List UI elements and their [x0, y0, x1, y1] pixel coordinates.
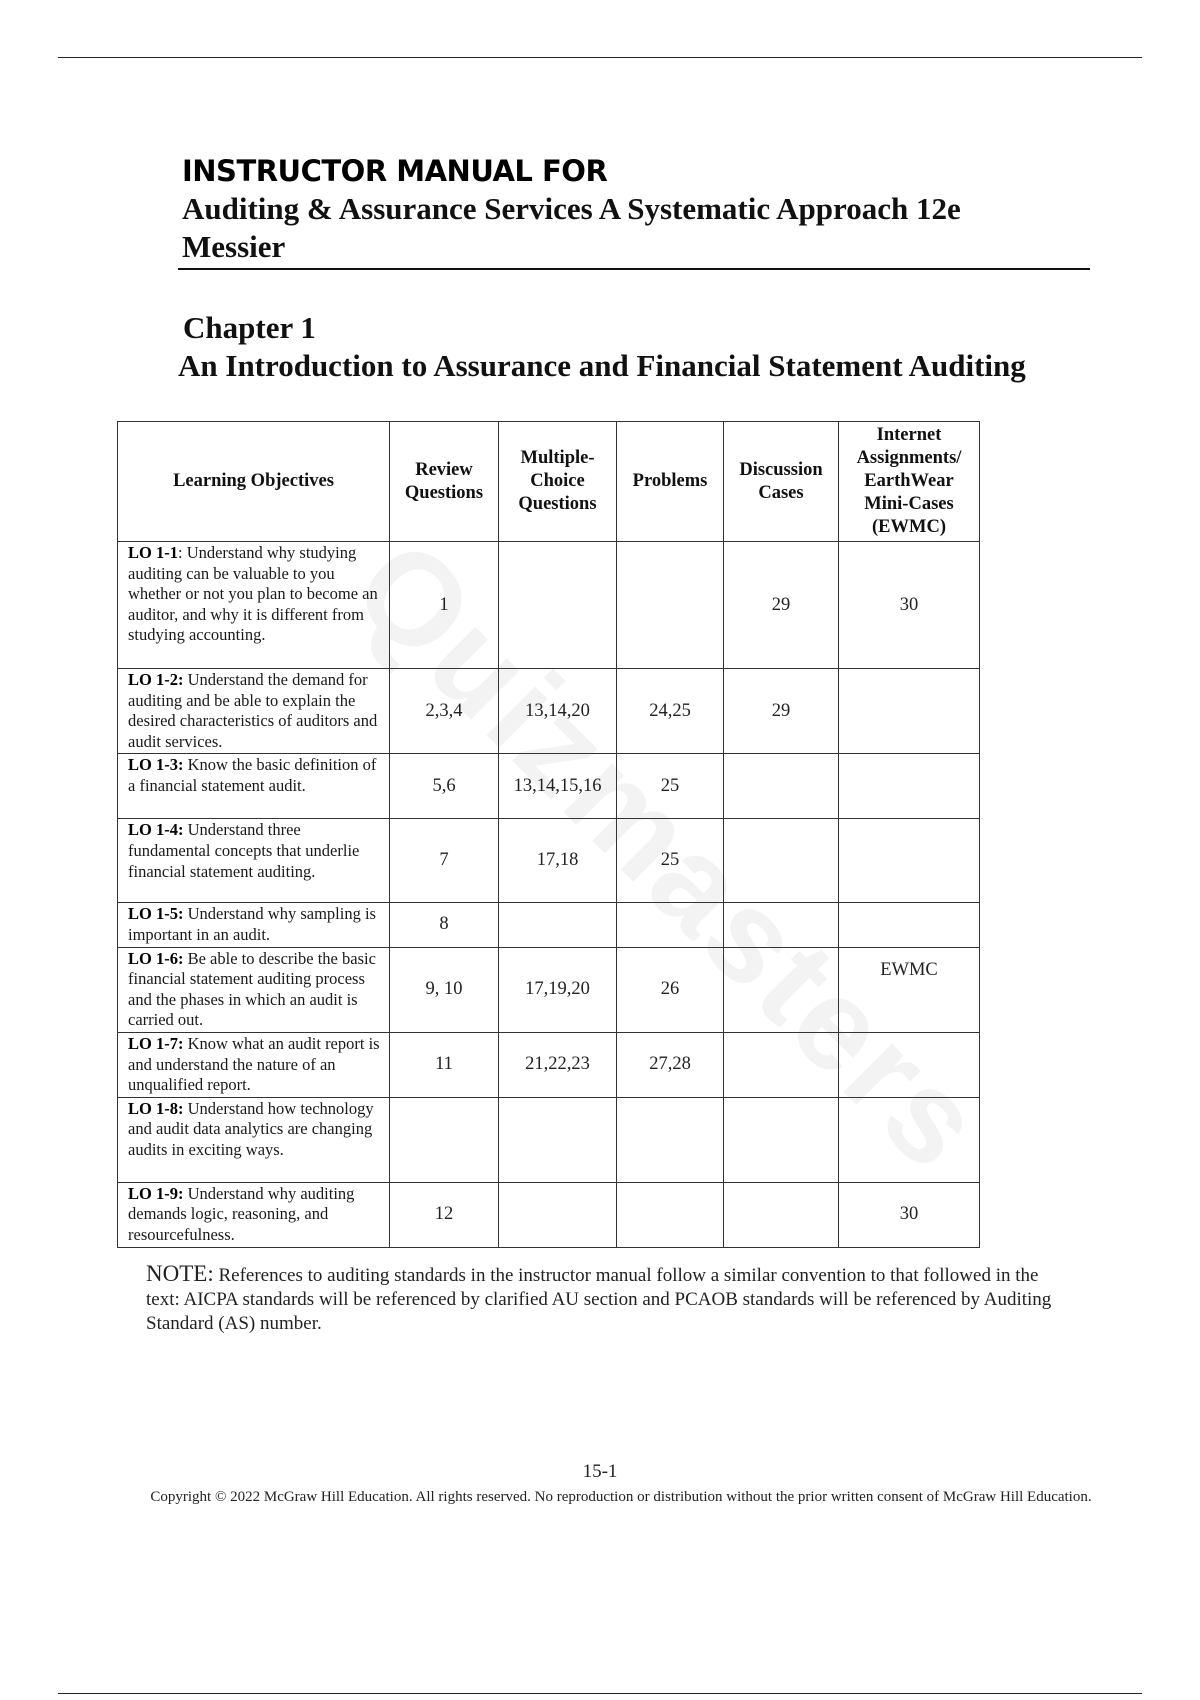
table-row — [118, 819, 980, 903]
learning-objective-cell — [118, 819, 390, 903]
review-questions-cell: 11 — [390, 1032, 499, 1097]
discussion-cases-cell — [724, 819, 839, 903]
lo-code: LO 1-3: — [128, 755, 184, 775]
learning-objectives-table — [117, 421, 980, 1248]
header-multiple-choice-questions: Multiple- Choice Questions — [499, 422, 617, 542]
multiple-choice-cell: 17,18 — [499, 819, 617, 903]
problems-cell: 24,25 — [617, 669, 724, 754]
header-problems: Problems — [617, 422, 724, 542]
lo-description: Know the basic definition of a financial statement audit. — [128, 755, 377, 795]
problems-cell: 26 — [617, 947, 724, 1032]
learning-objective-cell — [118, 1032, 390, 1097]
internet-assignments-cell — [839, 903, 980, 947]
chapter-title: An Introduction to Assurance and Financial Statement Auditing — [178, 348, 1026, 383]
book-title-line-1: Auditing & Assurance Services A Systematic Approach 12e — [182, 191, 961, 226]
multiple-choice-cell — [499, 1182, 617, 1247]
lo-code: LO 1-7: — [128, 1033, 184, 1053]
internet-assignments-cell: 30 — [839, 542, 980, 669]
lo-code: LO 1-9: — [128, 1183, 184, 1203]
lo-code: LO 1-4: — [128, 820, 184, 840]
lo-description: Understand how technology and audit data analytics are changing audits in exciting ways. — [128, 1098, 374, 1159]
table-row — [118, 542, 980, 669]
discussion-cases-cell — [724, 1032, 839, 1097]
header-internet-assignments: Internet Assignments/ EarthWear Mini-Cases (EWMC) — [839, 422, 980, 542]
note-label: NOTE: — [146, 1261, 214, 1286]
discussion-cases-cell — [724, 947, 839, 1032]
lo-code: LO 1-5: — [128, 904, 184, 924]
learning-objective-cell — [118, 754, 390, 819]
review-questions-cell: 5,6 — [390, 754, 499, 819]
book-title-line-2: Messier — [182, 229, 286, 264]
multiple-choice-cell: 21,22,23 — [499, 1032, 617, 1097]
bottom-rule — [58, 1693, 1142, 1694]
lo-code: LO 1-1 — [128, 543, 178, 562]
table-header-row — [118, 422, 980, 542]
note-paragraph — [146, 1262, 1070, 1336]
header-rule — [178, 268, 1090, 270]
multiple-choice-cell — [499, 542, 617, 669]
learning-objective-cell — [118, 903, 390, 947]
internet-assignments-cell — [839, 669, 980, 754]
page-number: 15-1 — [582, 1461, 618, 1482]
top-rule — [58, 57, 1142, 58]
multiple-choice-cell: 13,14,20 — [499, 669, 617, 754]
lo-description: Know what an audit report is and understand the nature of an unqualified report. — [128, 1033, 380, 1095]
review-questions-cell: 7 — [390, 819, 499, 903]
multiple-choice-cell — [499, 903, 617, 947]
header-review-questions: Review Questions — [390, 422, 499, 542]
discussion-cases-cell: 29 — [724, 542, 839, 669]
review-questions-cell: 8 — [390, 903, 499, 947]
problems-cell — [617, 903, 724, 947]
problems-cell — [617, 1182, 724, 1247]
document-header — [182, 152, 1092, 266]
chapter-heading — [178, 309, 1128, 385]
chapter-label: Chapter 1 — [183, 310, 316, 345]
header-discussion-cases: Discussion Cases — [724, 422, 839, 542]
copyright-notice: Copyright © 2022 McGraw Hill Education. All rights reserved. No reproduction or distribution without the prior written consent of McGraw Hill Education. — [150, 1489, 1092, 1505]
review-questions-cell — [390, 1097, 499, 1182]
internet-assignments-cell — [839, 1097, 980, 1182]
table-row — [118, 754, 980, 819]
discussion-cases-cell — [724, 1097, 839, 1182]
lo-description: Understand why studying auditing can be valuable to you whether or not you plan to become an auditor, and why it is different from studying accounting. — [128, 543, 378, 645]
problems-cell: 27,28 — [617, 1032, 724, 1097]
internet-assignments-cell — [839, 754, 980, 819]
lo-code: LO 1-2: — [128, 670, 184, 689]
lo-description: Understand why sampling is important in an audit. — [128, 904, 376, 944]
problems-cell — [617, 542, 724, 669]
table-row — [118, 1182, 980, 1247]
table-row — [118, 669, 980, 754]
discussion-cases-cell — [724, 754, 839, 819]
table-row — [118, 903, 980, 947]
lo-code: LO 1-8: — [128, 1098, 184, 1118]
table-row — [118, 1032, 980, 1097]
manual-title: INSTRUCTOR MANUAL FOR — [182, 154, 608, 188]
review-questions-cell: 2,3,4 — [390, 669, 499, 754]
table-row — [118, 947, 980, 1032]
lo-code: LO 1-6: — [128, 948, 184, 968]
internet-assignments-cell — [839, 1032, 980, 1097]
discussion-cases-cell: 29 — [724, 669, 839, 754]
multiple-choice-cell: 13,14,15,16 — [499, 754, 617, 819]
learning-objective-cell — [118, 669, 390, 754]
table-row — [118, 1097, 980, 1182]
problems-cell — [617, 1097, 724, 1182]
multiple-choice-cell — [499, 1097, 617, 1182]
learning-objective-cell — [118, 1182, 390, 1247]
note-text: References to auditing standards in the instructor manual follow a similar convention to that followed in the text: AICPA standards will be referenced by clarified AU section and PCAOB standards will be referenced by Auditing Standard (AS) number. — [146, 1265, 1052, 1334]
problems-cell: 25 — [617, 819, 724, 903]
header-learning-objectives: Learning Objectives — [118, 422, 390, 542]
lo-description: Understand why auditing demands logic, reasoning, and resourcefulness. — [128, 1183, 355, 1244]
lo-description: Be able to describe the basic financial statement auditing process and the phases in which an audit is carried out. — [128, 948, 376, 1030]
internet-assignments-cell — [839, 819, 980, 903]
learning-objective-cell: LO 1-1: Understand why studying auditing can be valuable to you whether or not you plan to become an auditor, and why it is different from studying accounting. — [118, 542, 390, 669]
review-questions-cell: 12 — [390, 1182, 499, 1247]
learning-objective-cell — [118, 947, 390, 1032]
lo-description: Understand the demand for auditing and be able to explain the desired characteristics of auditors and audit services. — [128, 670, 378, 751]
review-questions-cell: 9, 10 — [390, 947, 499, 1032]
learning-objective-cell — [118, 1097, 390, 1182]
internet-assignments-cell: EWMC — [839, 947, 980, 1032]
discussion-cases-cell — [724, 903, 839, 947]
review-questions-cell: 1 — [390, 542, 499, 669]
problems-cell: 25 — [617, 754, 724, 819]
discussion-cases-cell — [724, 1182, 839, 1247]
internet-assignments-cell: 30 — [839, 1182, 980, 1247]
multiple-choice-cell: 17,19,20 — [499, 947, 617, 1032]
lo-description: Understand three fundamental concepts that underlie financial statement auditing. — [128, 820, 360, 881]
